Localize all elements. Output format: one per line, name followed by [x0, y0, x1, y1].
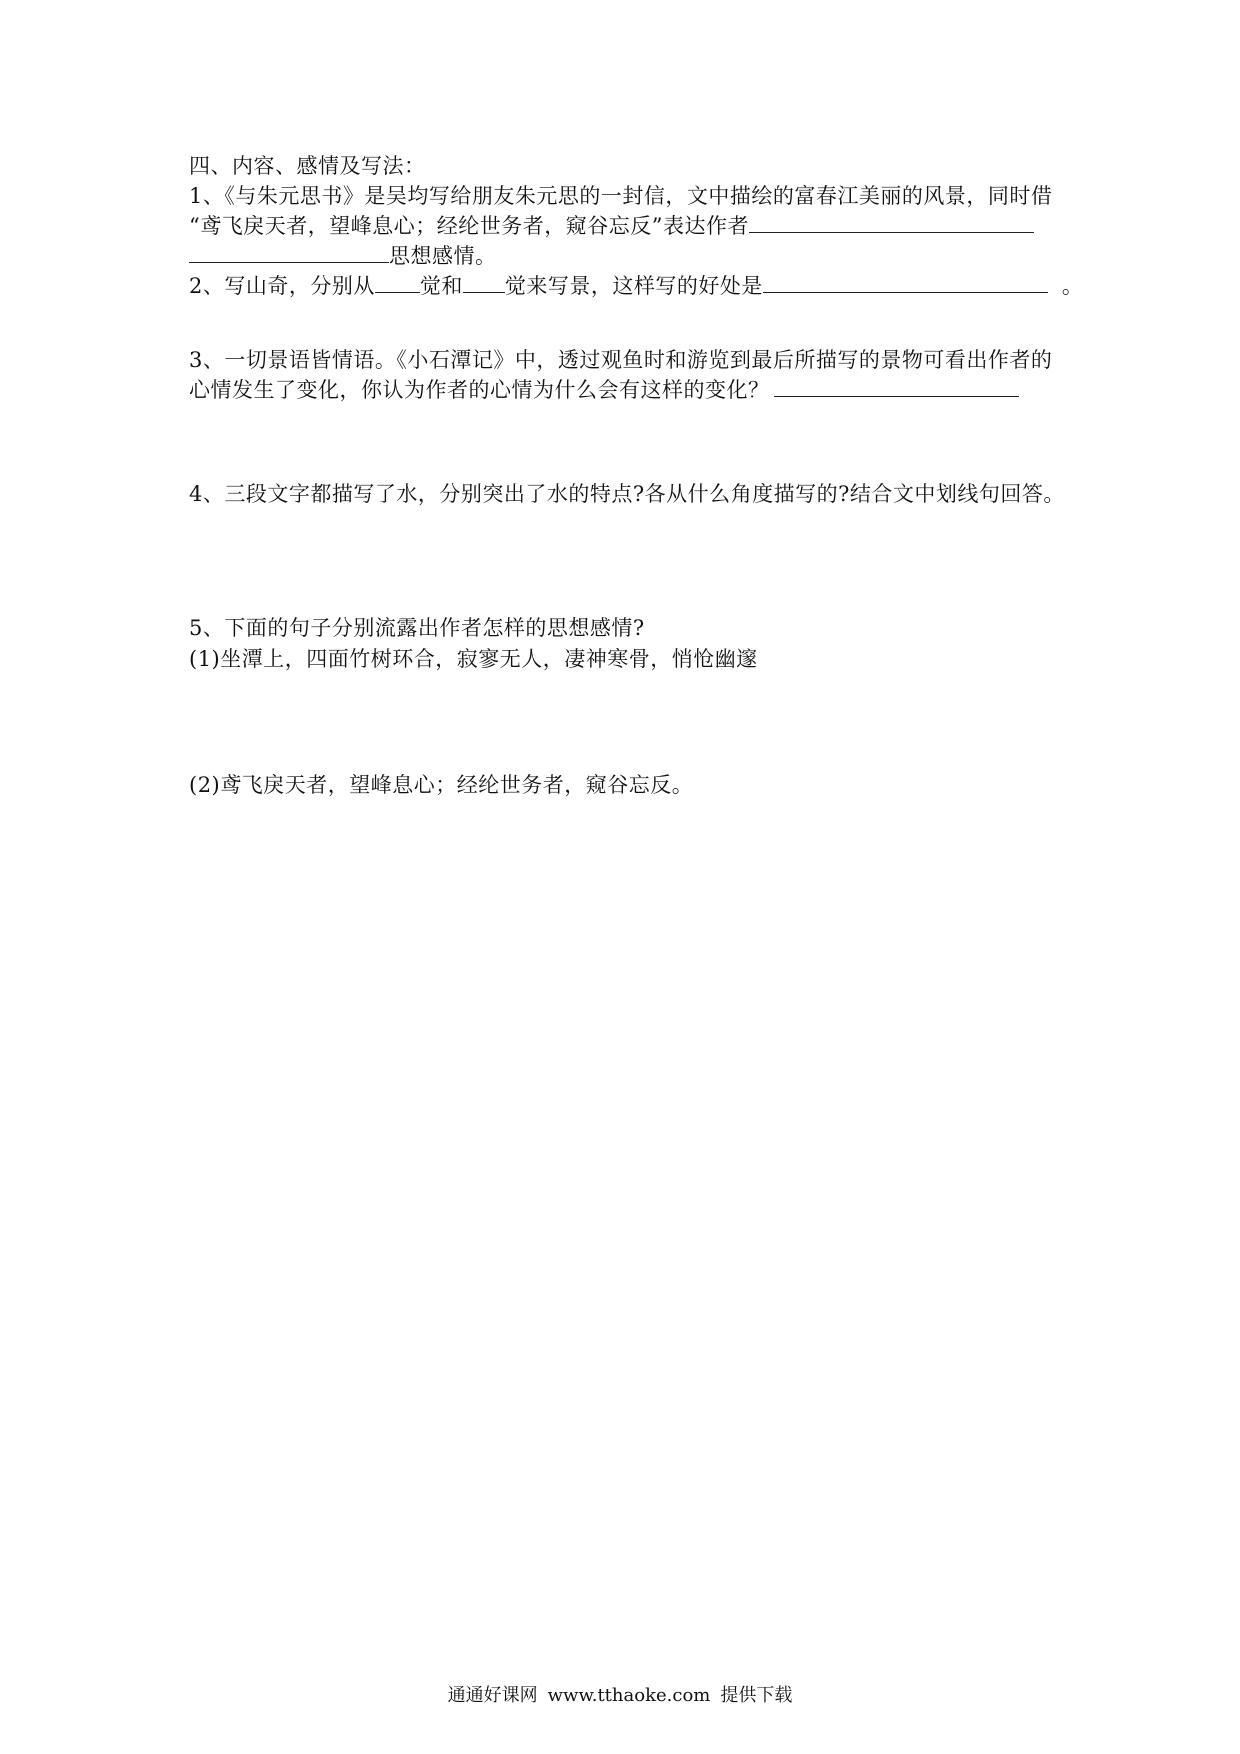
question-2-part-2: 觉和	[419, 274, 463, 298]
answer-blank[interactable]	[375, 272, 420, 293]
question-5: 5、下面的句子分别流露出作者怎样的思想感情?	[189, 616, 645, 640]
question-5-sub-1: (1)坐潭上，四面竹树环合，寂寥无人，凄神寒骨，悄怆幽邃	[189, 647, 758, 671]
footer-url[interactable]: www.tthaoke.com	[547, 1685, 711, 1706]
footer-suffix: 提供下载	[720, 1685, 793, 1706]
question-4: 4、三段文字都描写了水，分别突出了水的特点?各从什么角度描写的?结合文中划线句回答。	[189, 482, 1065, 506]
question-5-sub-2: (2)鸢飞戾天者，望峰息心；经纶世务者，窥谷忘反。	[189, 773, 694, 797]
question-3-text: 心情发生了变化，你认为作者的心情为什么会有这样的变化？	[189, 378, 770, 402]
section-heading: 四、内容、感情及写法：	[189, 154, 426, 178]
question-1-tail: 思想感情。	[389, 244, 497, 268]
question-2-end: 。	[1061, 274, 1084, 298]
question-1-quote-text: “鸢飞戾天者，望峰息心；经纶世务者，窥谷忘反”表达作者	[189, 214, 749, 238]
question-2-part-1: 2、写山奇，分别从	[189, 274, 375, 298]
answer-blank[interactable]	[749, 212, 1034, 233]
answer-blank[interactable]	[189, 242, 389, 263]
footer	[0, 1684, 1240, 1708]
answer-blank[interactable]	[774, 376, 1019, 397]
question-3-line-2	[189, 376, 1019, 404]
question-1-line-2	[189, 212, 1034, 240]
question-1-line-3	[189, 242, 497, 270]
question-3-line-1: 3、一切景语皆情语。《小石潭记》中，透过观鱼时和游览到最后所描写的景物可看出作者的	[189, 348, 1053, 372]
question-2	[189, 272, 1083, 300]
question-1-line-1: 1、《与朱元思书》是吴均写给朋友朱元思的一封信，文中描绘的富春江美丽的风景，同时借	[189, 184, 1053, 208]
question-2-part-3: 觉来写景，这样写的好处是	[504, 274, 763, 298]
answer-blank[interactable]	[463, 272, 505, 293]
footer-site-name: 通通好课网	[447, 1685, 538, 1706]
answer-blank[interactable]	[763, 272, 1048, 293]
